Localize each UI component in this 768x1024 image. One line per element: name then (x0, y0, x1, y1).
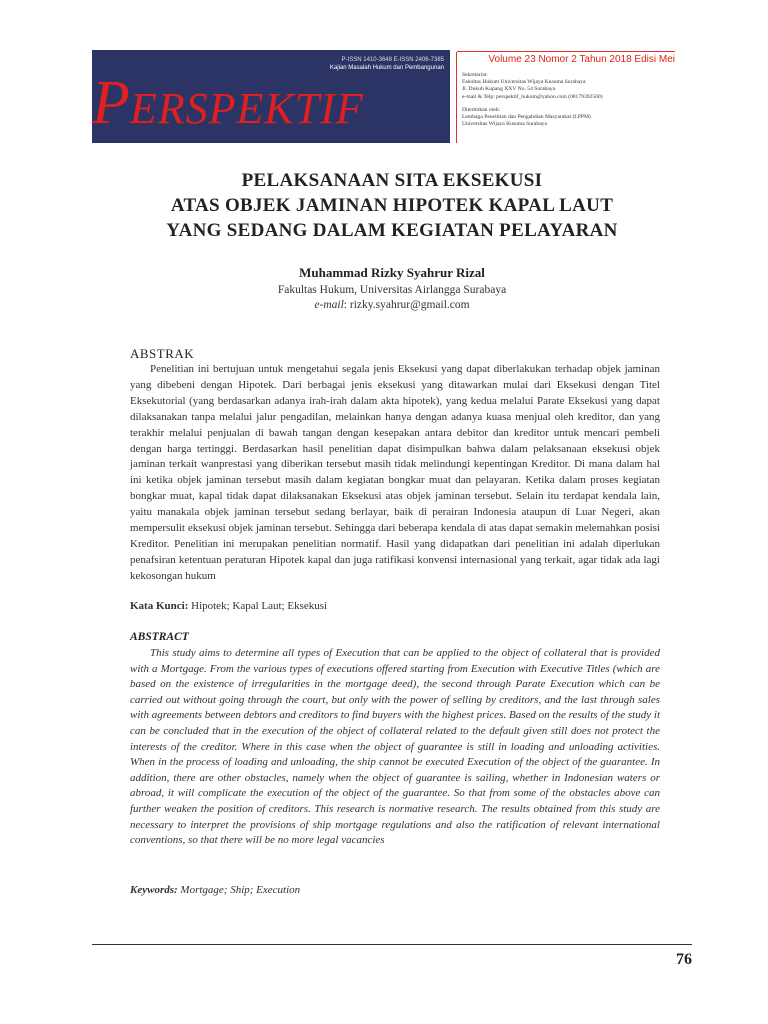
journal-subtitle: Kajian Masalah Hukum dan Pembangunan (329, 65, 444, 71)
kata-kunci-values: Hipotek; Kapal Laut; Eksekusi (188, 600, 328, 612)
header-divider (456, 52, 457, 143)
secretariat-line: Fakultas Hukum Universitas Wijaya Kusuma Surabaya (462, 79, 586, 86)
page-number: 76 (676, 951, 692, 968)
keywords-values: Mortgage; Ship; Execution (177, 884, 301, 896)
logo-initial: P (92, 69, 130, 137)
author-affiliation (60, 283, 724, 313)
journal-logo (92, 69, 364, 137)
abstract-heading: ABSTRACT (130, 631, 189, 643)
author-email (60, 298, 724, 313)
title-line: PELAKSANAAN SITA EKSEKUSI (241, 170, 543, 191)
affiliation-text: Fakultas Hukum, Universitas Airlangga Surabaya (277, 284, 507, 296)
kata-kunci-label: Kata Kunci: (130, 600, 189, 612)
footer-rule (92, 944, 692, 945)
email-label: e-mail (314, 299, 344, 311)
article-title (60, 168, 724, 243)
abstract-text: This study aims to determine all types of Execution that can be applied to the object of collateral that is provided with a Mortgage. From the various types of executions offered starting from Execution with Executive Titles (which are based on the existence of irregularities in the mortgage deed), the second through Parate Execution which can be carried out without going through the court, but only with the power of selling by creditors, and the last through sales with agreements between debtors and creditors to find buyers with the highest prices. Based on the results of the study it can be concluded that in the execution of the object of collateral related to the default given still does not protect the interests of the creditor. Where in this case when the object of guarantee is still in loading and unloading activities. When in the process of loading and unloading, the ship cannot be executed Execution of the object of the guarantee. In addition, there are other obstacles, namely when the object of guarantee is sailing, whether in Indonesian waters or abroad, it will complicate the execution of the object of the guarantee. So that from some of the obstacles above can further weaken the position of creditors. This research is normative research. The results obtained from this study are necessary to interpret the provisions of ship mortgage regulations and also the ratification of relevant international conventions, so that there will be no more legal vacancies (130, 647, 660, 847)
secretariat-line: e-mail & Telp: perspektif_hukum@yahoo.com (08179392500) (462, 93, 603, 100)
title-line: ATAS OBJEK JAMINAN HIPOTEK KAPAL LAUT (170, 195, 614, 216)
publisher-line: Lembaga Penelitian dan Pengabdian Masyarakat (LPPM) (462, 114, 591, 121)
publisher-label: Diterbitkan oleh: (462, 106, 501, 113)
kata-kunci (130, 600, 327, 612)
issn-text: P-ISSN 1410-3648 E-ISSN 2406-7385 (341, 57, 444, 63)
abstrak-body (130, 362, 660, 585)
keywords (130, 884, 300, 896)
journal-info (462, 72, 682, 128)
email-address: : rizky.syahrur@gmail.com (343, 299, 470, 311)
logo-rest: PEKTIF (208, 84, 364, 133)
issue-info: Volume 23 Nomor 2 Tahun 2018 Edisi Mei (457, 51, 675, 65)
secretariat-label: Sekretariat: (462, 72, 488, 78)
author-name: Muhammad Rizky Syahrur Rizal (299, 265, 485, 280)
secretariat-line: Jl. Dukuh Kupang XXV No. 54 Surabaya (462, 86, 556, 93)
logo-caps: ERS (129, 84, 209, 133)
abstract-body (130, 646, 660, 849)
keywords-label: Keywords: (130, 884, 178, 896)
abstrak-heading: ABSTRAK (130, 346, 195, 361)
title-line: YANG SEDANG DALAM KEGIATAN PELAYARAN (166, 220, 618, 241)
publisher-line: Universitas Wijaya Kusuma Surabaya (462, 121, 547, 128)
abstrak-text: Penelitian ini bertujuan untuk mengetahui segala jenis Eksekusi yang dapat diberlakukan terhadap objek jaminan yang dibebeni dengan Hipotek. Dari berbagai jenis eksekusi yang ditawarkan mulai dari Eksekusi dengan Titel Eksekutorial (yang berdasarkan adanya irah-irah dalam akta hipotek), yang kedua melalui Parate Eksekusi yang dapat dilaksanakan tanpa melalui jalur pengadilan, melainkan hanya dengan adanya kuasa menjual oleh kreditor, dan yang terakhir melalui penjualan di bawah tangan dengan kesepakan antara debitor dan kreditor untuk mencari pembeli dengan harga tertinggi. Berdasarkan hasil penelitian dapat disimpulkan bahwa dalam pelaksanaan eksekusi objek jaminan terkait wanprestasi yang diberikan tersebut masih tidak melindungi kepentingan Kreditor. Di mana dalam hal ini ketika objek jaminan tersebut masih dalam kegiatan bongkar muat dan pelayaran. Ketika dalam proses kegiatan bongkar muat, kapal tidak dapat dilaksanakan Eksekusi atas objek jaminan tersebut. Selain itu terdapat kendala lain, yaitu manakala objek jaminan tersebut sedang berlayar, baik di perairan Indonesia ataupun di Luar Negeri, akan mempersulit eksekusi objek jaminan tersebut. Sehingga dari beberapa kendala di atas dapat semakin melemahkan posisi Kreditor. Penelitian ini merupakan penelitian normatif. Hasil yang didapatkan dari penelitian ini adalah diperlukan penafsiran ketentuan peraturan Hipotek kapal dan juga ratifikasi konvensi internasional yang terkait, agar tidak ada lagi kekosongan hukum (130, 363, 660, 582)
issn-block (330, 56, 444, 72)
